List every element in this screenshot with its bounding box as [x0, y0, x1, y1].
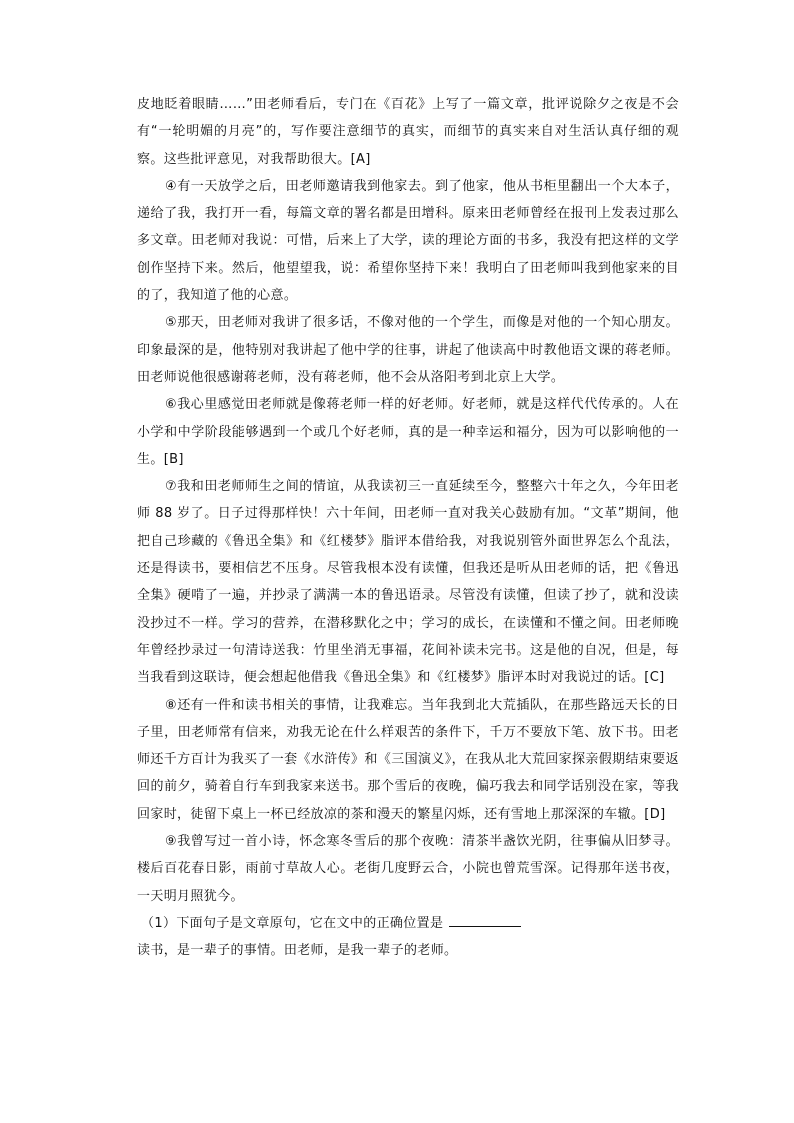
paragraph-continuation: 皮地眨着眼睛……”田老师看后，专门在《百花》上写了一篇文章，批评说除夕之夜是不会有“一轮明媚的月亮”的，写作要注意细节的真实，而细节的真实来自对生活认真仔细的观察。这些批评意见，对我帮助很大。[A] — [137, 97, 679, 167]
paragraph-9: ⑨我曾写过一首小诗，怀念寒冬雪后的那个夜晚：清茶半盏饮光阴，往事偏从旧梦寻。楼后百花春日影，雨前寸草故人心。老街几度野云合，小院也曾荒雪深。记得那年送书夜，一天明月照犹今。 — [137, 834, 679, 904]
question-sentence: 读书，是一辈子的事情。田老师，是我一辈子的老师。 — [137, 943, 458, 959]
paragraph-5: ⑤那天，田老师对我讲了很多话，不像对他的一个学生，而像是对他的一个知心朋友。印象最深的是，他特别对我讲起了他中学的往事，讲起了他读高中时教他语文课的蒋老师。田老师说他很感谢蒋老师，没有蒋老师，他不会从洛阳考到北京上大学。 — [137, 315, 679, 385]
answer-blank[interactable] — [449, 914, 521, 927]
paragraph-6: ⑥我心里感觉田老师就是像蒋老师一样的好老师。好老师，就是这样代代传承的。人在小学和中学阶段能够遇到一个或几个好老师，真的是一种幸运和福分，因为可以影响他的一生。[B] — [137, 397, 679, 467]
question-line — [137, 910, 679, 937]
paragraph-4: ④有一天放学之后，田老师邀请我到他家去。到了他家，他从书柜里翻出一个大本子，递给了我，我打开一看，每篇文章的署名都是田增科。原来田老师曾经在报刊上发表过那么多文章。田老师对我说：可惜，后来上了大学，读的理论方面的书多，我没有把这样的文学创作坚持下来。然后，他望望我，说：希望你坚持下来！我明白了田老师叫我到他家来的目的了，我知道了他的心意。 — [137, 178, 679, 304]
document-page — [137, 91, 679, 965]
question-text: （1）下面句子是文章原句，它在文中的正确位置是 — [141, 915, 444, 931]
paragraph-7: ⑦我和田老师师生之间的情谊，从我读初三一直延续至今，整整六十年之久，今年田老师 88 岁了。日子过得那样快！六十年间，田老师一直对我关心鼓励有加。“文革”期间，他把自己珍藏的《鲁迅全集》和《红楼梦》脂评本借给我，对我说别管外面世界怎么个乱法，还是得读书，要相信艺不压身。尽管我根本没有读懂，但我还是听从田老师的话，把《鲁迅全集》硬啃了一遍，并抄录了满满一本的鲁迅语录。尽管没有读懂，但读了抄了，就和没读没抄过不一样。学习的营养，在潜移默化之中；学习的成长，在读懂和不懂之间。田老师晚年曾经抄录过一句清诗送我：竹里坐消无事福，花间补读未完书。这是他的自况，但是，每当我看到这联诗，便会想起他借我《鲁迅全集》和《红楼梦》脂评本时对我说过的话。[C] — [137, 479, 679, 686]
paragraph-8: ⑧还有一件和读书相关的事情，让我难忘。当年我到北大荒插队，在那些路远天长的日子里，田老师常有信来，劝我无论在什么样艰苦的条件下，千万不要放下笔、放下书。田老师还千方百计为我买了一套《水浒传》和《三国演义》，在我从北大荒回家探亲假期结束要返回的前夕，骑着自行车到我家来送书。那个雪后的夜晚，偏巧我去和同学话别没在家，等我回家时，徒留下桌上一杯已经放凉的茶和漫天的繁星闪烁，还有雪地上那深深的车辙。[D] — [137, 697, 679, 822]
